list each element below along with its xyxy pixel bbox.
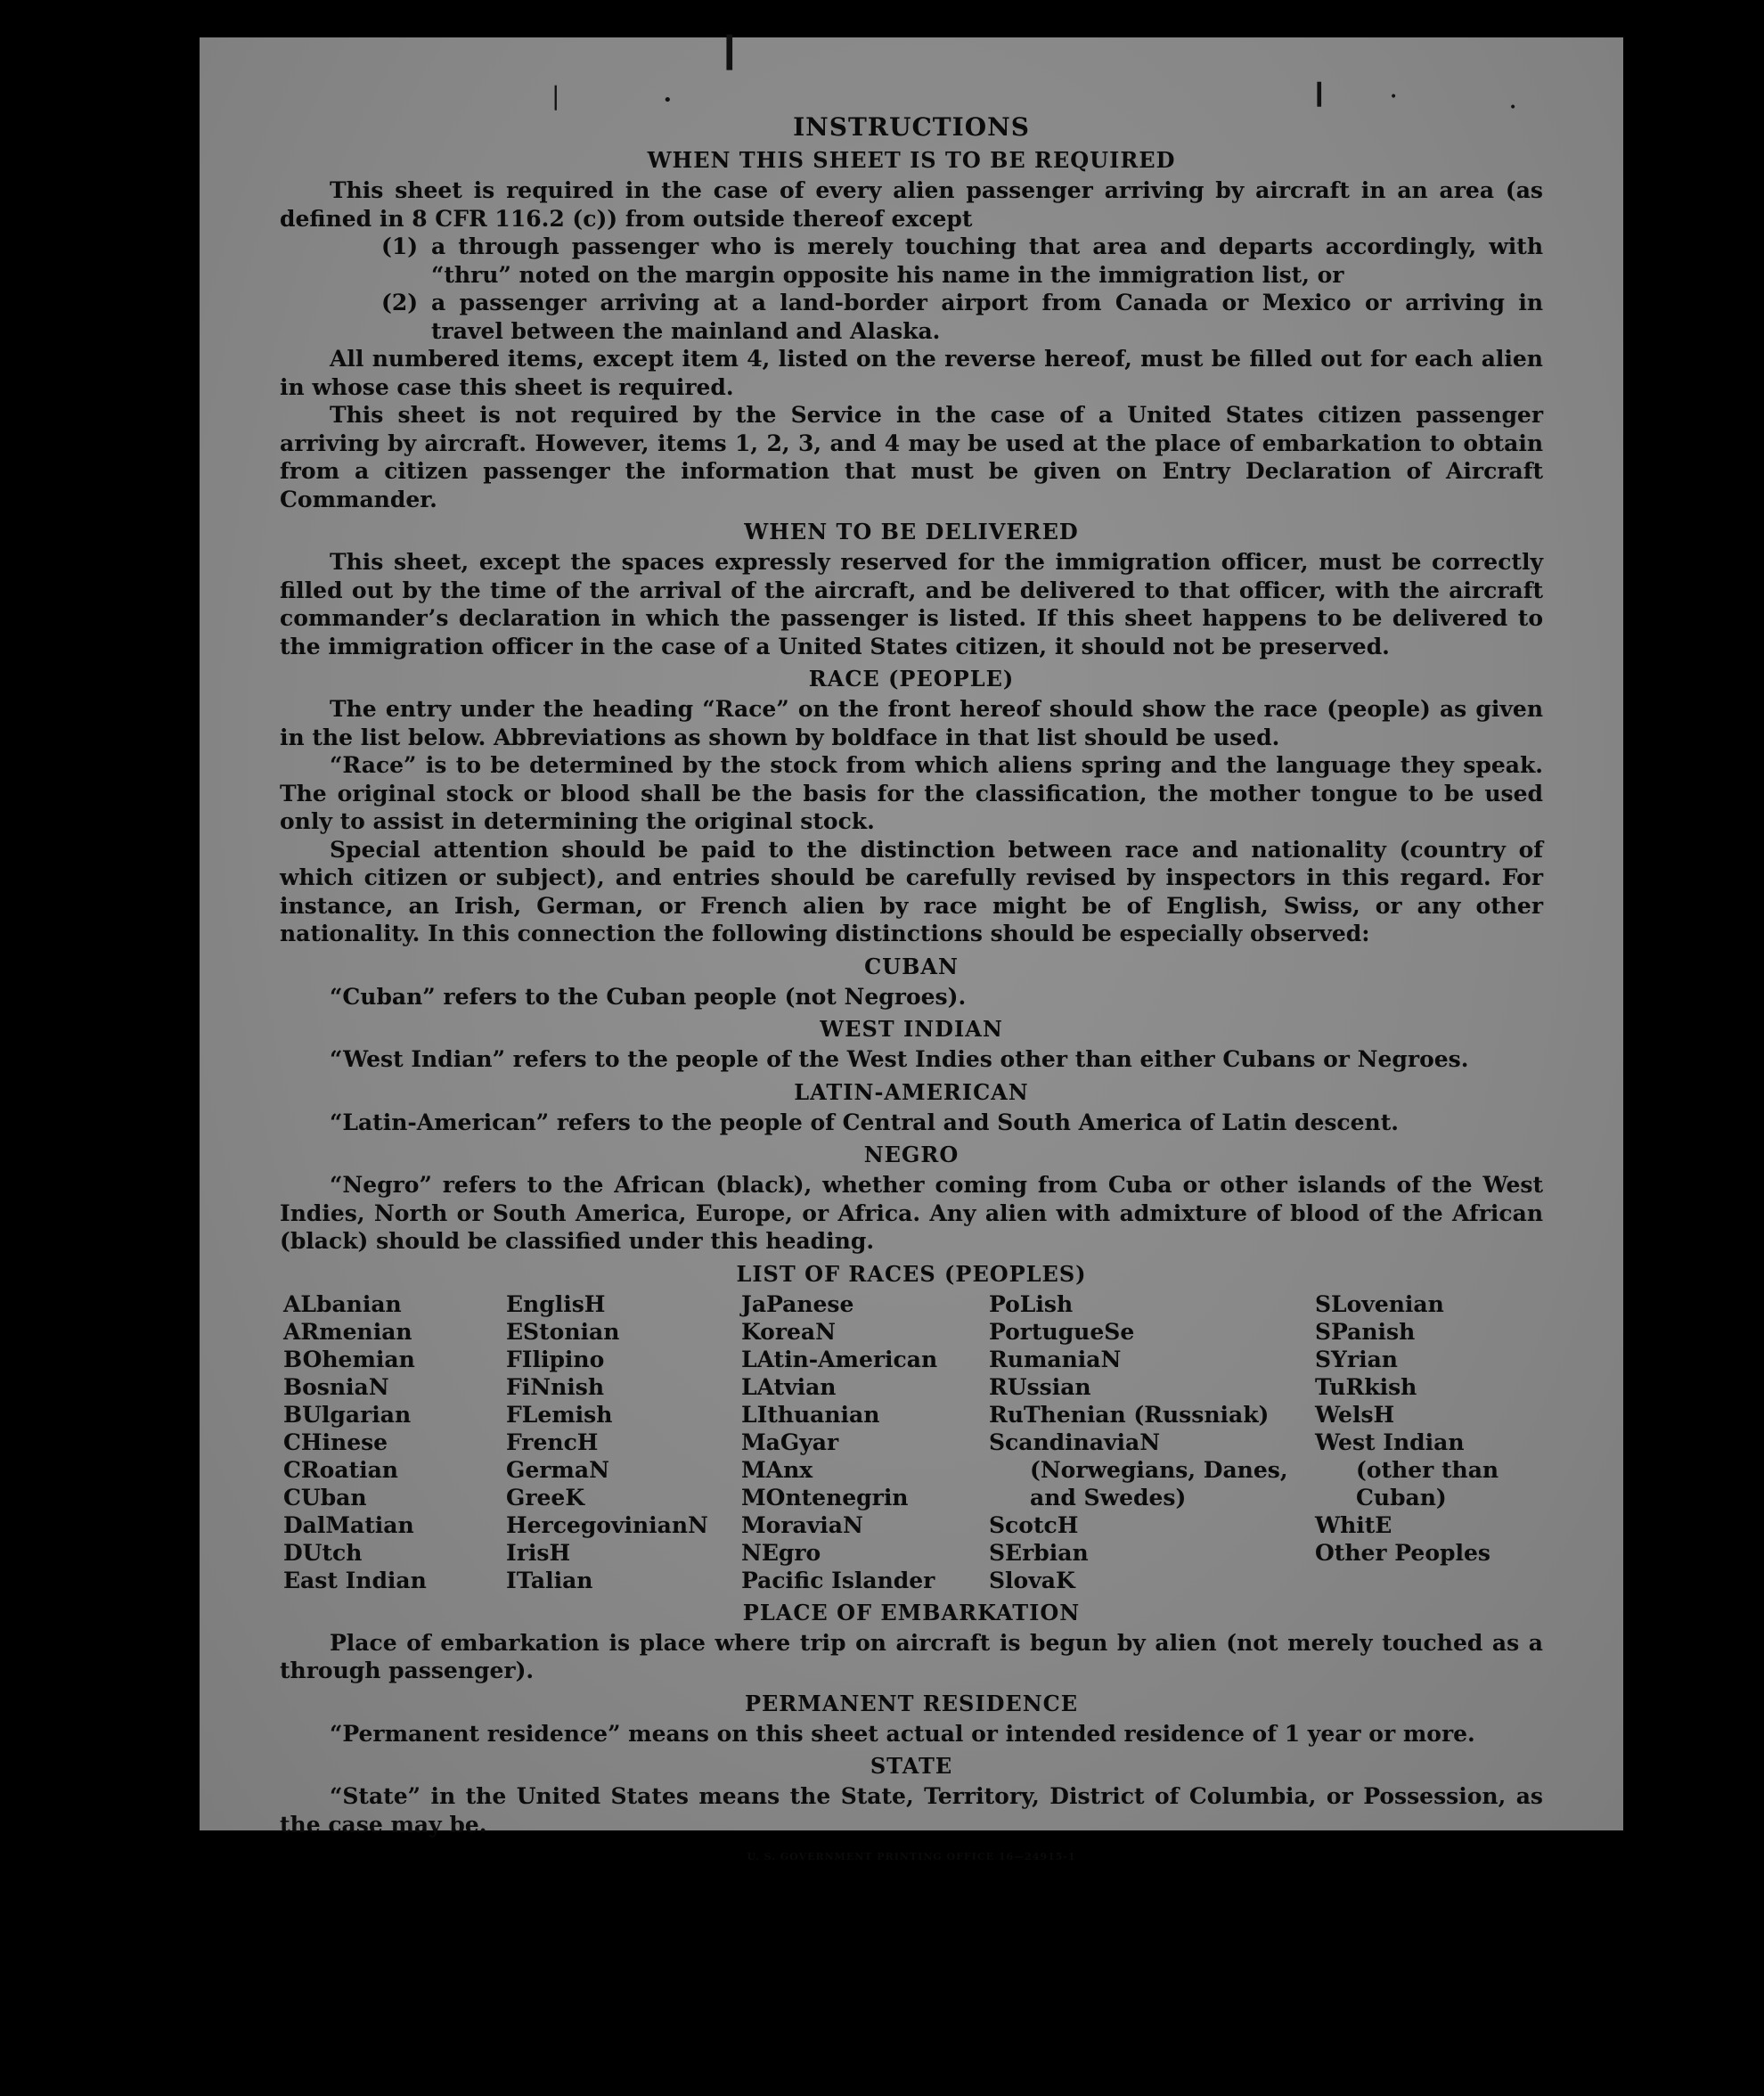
race-entry: GreeK: [506, 1484, 585, 1511]
race-entry: RUssian: [989, 1373, 1091, 1400]
heading-list-of-races: LIST OF RACES (PEOPLES): [736, 1260, 1087, 1287]
paragraph: Special attention should be paid to the distinction between race and nationality (country of which citizen or subject), and entries should be carefully revised by inspectors in this regard. For instance, an Irish, German, or French alien by race might be of English, Swiss, or any other nationality. In this connection the following distinctions should be especially observed:: [280, 836, 1543, 946]
paragraph: The entry under the heading “Race” on the front hereof should show the race (people) as given in the list below. Abbreviations as shown by boldface in that list should be used.: [280, 696, 1543, 750]
race-entry: PortugueSe: [989, 1318, 1135, 1345]
paragraph: “Latin-American” refers to the people of Central and South America of Latin descent.: [330, 1109, 1399, 1135]
paragraph: All numbered items, except item 4, listed on the reverse hereof, must be filled out for each alien in whose case this sheet is required.: [280, 346, 1543, 400]
race-entry: RuThenian (Russniak): [989, 1401, 1270, 1428]
race-entry: MaGyar: [741, 1429, 839, 1455]
race-entry: ScandinaviaN (Norwegians, Danes, and Swedes): [989, 1429, 1288, 1511]
race-entry: FIlipino: [506, 1346, 605, 1372]
race-entry: CUban: [283, 1484, 367, 1511]
paragraph: This sheet, except the spaces expressly reserved for the immigration officer, must be correctly filled out by the time of the arrival of the aircraft, and be delivered to that officer, with the aircraft commander’s declaration in which the passenger is listed. If this sheet happens to be delivered to the immigration officer in the case of a United States citizen, it should not be preserved.: [280, 549, 1543, 659]
heading-embarkation: PLACE OF EMBARKATION: [742, 1599, 1081, 1625]
race-entry: WelsH: [1315, 1401, 1395, 1428]
paragraph: “West Indian” refers to the people of the West Indies other than either Cubans or Negroes.: [330, 1046, 1469, 1072]
race-entry: BosniaN: [283, 1373, 389, 1400]
printer-footer: U. S. GOVERNMENT PRINTING OFFICE 16—24915-1: [747, 1851, 1076, 1863]
race-entry: HercegovinianN: [506, 1511, 708, 1538]
heading-when-delivered: WHEN TO BE DELIVERED: [744, 519, 1079, 544]
heading-permanent-residence: PERMANENT RESIDENCE: [744, 1690, 1079, 1716]
paragraph: “Permanent residence” means on this sheet actual or intended residence of 1 year or more.: [330, 1720, 1475, 1747]
race-column: [506, 1290, 741, 1594]
race-entry: Other Peoples: [1315, 1539, 1490, 1566]
race-entry: CRoatian: [283, 1456, 398, 1483]
paragraph: This sheet is required in the case of every alien passenger arriving by aircraft in an area (as defined in 8 CFR 116.2 (c)) from outside thereof except: [280, 177, 1543, 232]
race-column: [989, 1290, 1315, 1594]
race-entry: MoraviaN: [741, 1511, 863, 1538]
race-entry: PoLish: [989, 1290, 1074, 1317]
heading-cuban: CUBAN: [864, 953, 959, 979]
race-entry: LAtvian: [741, 1373, 837, 1400]
item-number: (1): [381, 233, 419, 259]
race-entry: FrencH: [506, 1429, 599, 1455]
heading-state: STATE: [870, 1753, 953, 1779]
race-entry: TuRkish: [1315, 1373, 1417, 1400]
race-entry: DUtch: [283, 1539, 363, 1566]
race-entry: JaPanese: [741, 1290, 854, 1317]
race-entry: EStonian: [506, 1318, 620, 1345]
item-text: a through passenger who is merely touching that area and departs accordingly, with “thru” noted on the margin opposite his name in the immigration list, or: [431, 233, 1543, 288]
heading-latin-american: LATIN-AMERICAN: [794, 1078, 1029, 1105]
race-entry: GermaN: [506, 1456, 609, 1483]
paragraph: “State” in the United States means the State, Territory, District of Columbia, or Possession, as the case may be.: [280, 1783, 1543, 1838]
race-entry: RumaniaN: [989, 1346, 1122, 1372]
race-entry: SErbian: [989, 1539, 1089, 1566]
race-entry: ITalian: [506, 1567, 593, 1593]
race-entry: SPanish: [1315, 1318, 1416, 1345]
race-entry: West Indian (other than Cuban): [1315, 1429, 1499, 1511]
heading-race: RACE (PEOPLE): [808, 666, 1015, 692]
race-entry: SYrian: [1315, 1346, 1398, 1372]
race-entry: EnglisH: [506, 1290, 606, 1317]
race-entry: FLemish: [506, 1401, 613, 1428]
paragraph: This sheet is not required by the Service in the case of a United States citizen passenger arriving by aircraft. However, items 1, 2, 3, and 4 may be used at the place of embarkation to obtain from a citizen passenger the information that must be given on Entry Declaration of Aircraft Commander.: [280, 402, 1543, 512]
race-entry: CHinese: [283, 1429, 388, 1455]
document-title: INSTRUCTIONS: [793, 112, 1030, 142]
race-column: [741, 1290, 989, 1594]
race-entry: Pacific Islander: [741, 1567, 935, 1593]
item-number: (2): [381, 290, 419, 315]
exception-item: [381, 233, 1543, 289]
race-entry: ALbanian: [283, 1290, 402, 1317]
paragraph: “Cuban” refers to the Cuban people (not Negroes).: [330, 983, 967, 1010]
race-entry: IrisH: [506, 1539, 571, 1566]
exception-item: [381, 289, 1543, 345]
heading-negro: NEGRO: [863, 1142, 960, 1167]
race-entry: LIthuanian: [741, 1401, 880, 1428]
race-column: [283, 1290, 506, 1594]
heading-when-required: WHEN THIS SHEET IS TO BE REQUIRED: [647, 147, 1176, 173]
race-entry: BOhemian: [283, 1346, 415, 1372]
race-entry: ScotcH: [989, 1511, 1079, 1538]
document-page: ❘ • ❙ • • ❙ INSTRUCTIONS WHEN THIS SHEET IS TO BE REQUIRED This sheet is required in the case of every alien passenger arriving by aircraft in an area (as defined in 8 CFR 116.2 (c)) from outside thereof except (1) a through passenger who is merely touching that area and departs accordingly, with “thru” noted on the margin opposite his name in the immigration list, or (2) a passenger arriving at a land-border airport from Canada or Mexico or arriving in travel between the mainland and Alaska. All numbered items, except item 4, listed on the reverse hereof, must be filled out for each alien in whose case this sheet is required. This sheet is not required by the Service in the case of a United States citizen passenger arriving by aircraft. However, items 1, 2, 3, and 4 may be used at the place of embarkation to obtain from a citizen passenger the information that must be given on Entry Declaration of Aircraft Commander. WHEN TO BE DELIVERED This sheet, except the spaces expressly reserved for the immigration officer, must be correctly filled out by the time of the arrival of the aircraft, and be delivered to that officer, with the aircraft commander’s declaration in which the passenger is listed. If this sheet happens to be delivered to the immigration officer in the case of a United States citizen, it should not be preserved. RACE (PEOPLE) The entry under the heading “Race” on the front hereof should show the race (people) as given in the list below. Abbreviations as shown by boldface in that list should be used. “Race” is to be determined by the stock from which aliens spring and the language they speak. The original stock or blood shall be the basis for the classification, the mother tongue to be used only to assist in determining the original stock. Special attention should be paid to the distinction between race and nationality (country of which citizen or subject), and entries should be carefully revised by inspectors in this regard. For instance, an Irish, German, or French alien by race might be of English, Swiss, or any other nationality. In this connection the following distinctions should be especially observed: CUBAN “Cuban” refers to the Cuban people (not Negroes). WEST INDIAN “West Indian” refers to the people of the West Indies other than either Cubans or Negroes. LATIN-AMERICAN “Latin-American” refers to the people of Central and South America of Latin descent. NEGRO “Negro” refers to the African (black), whether coming from Cuba or other islands of the West Indies, North or South America, Europe, or Africa. Any alien with admixture of blood of the African (black) should be classified under this heading. LIST OF RACES (PEOPLES) ALbanian ARmenian BOhemian BosniaN BUlgarian CHinese CRoatian CUban DalMatian DUtch East Indian EnglisH EStonian FIlipino FiNnish FLemish FrencH GermaN GreeK HercegovinianN IrisH ITalian JaPanese KoreaN LAtin-American LAtvian LIthuanian MaGyar MAnx MOntenegrin MoraviaN NEgro Pacific Islander PoLish PortugueSe RumaniaN RUssian RuThenian (Russniak) ScandinaviaN (Norwegians, Danes, and Swedes) ScotcH SErbian SlovaK SLovenian SPanish SYrian TuRkish WelsH West Indian (other than Cuban) WhitE Other Peoples PLACE OF EMBARKATION Place of embarkation is place where trip on aircraft is begun by alien (not merely touched as a through passenger). PERMANENT RESIDENCE “Permanent residence” means on this sheet actual or intended residence of 1 year or more. STATE “State” in the United States means the State, Territory, District of Columbia, or Possession, as the case may be. U. S. GOVERNMENT PRINTING OFFICE 16—24915-1: [200, 37, 1623, 1830]
race-list: [283, 1290, 1543, 1594]
race-entry: NEgro: [741, 1539, 821, 1566]
race-entry: SLovenian: [1315, 1290, 1444, 1317]
race-entry: LAtin-American: [741, 1346, 938, 1372]
item-text: a passenger arriving at a land-border airport from Canada or Mexico or arriving in travel between the mainland and Alaska.: [431, 290, 1543, 344]
race-entry: KoreaN: [741, 1318, 836, 1345]
paragraph: “Race” is to be determined by the stock from which aliens spring and the language they speak. The original stock or blood shall be the basis for the classification, the mother tongue to be used only to assist in determining the original stock.: [280, 752, 1543, 834]
race-entry: MOntenegrin: [741, 1484, 909, 1511]
race-entry: FiNnish: [506, 1373, 605, 1400]
race-column: [1315, 1290, 1547, 1594]
race-entry: SlovaK: [989, 1567, 1075, 1593]
race-entry: ARmenian: [283, 1318, 412, 1345]
paragraph: Place of embarkation is place where trip on aircraft is begun by alien (not merely touched as a through passenger).: [280, 1629, 1543, 1683]
race-entry: East Indian: [283, 1567, 427, 1593]
heading-west-indian: WEST INDIAN: [820, 1016, 1003, 1042]
race-entry: DalMatian: [283, 1511, 414, 1538]
race-entry: BUlgarian: [283, 1401, 412, 1428]
race-entry: MAnx: [741, 1456, 813, 1483]
race-entry: WhitE: [1315, 1511, 1392, 1538]
paragraph: “Negro” refers to the African (black), whether coming from Cuba or other islands of the West Indies, North or South America, Europe, or Africa. Any alien with admixture of blood of the African (black) should be classified under this heading.: [280, 1172, 1543, 1254]
